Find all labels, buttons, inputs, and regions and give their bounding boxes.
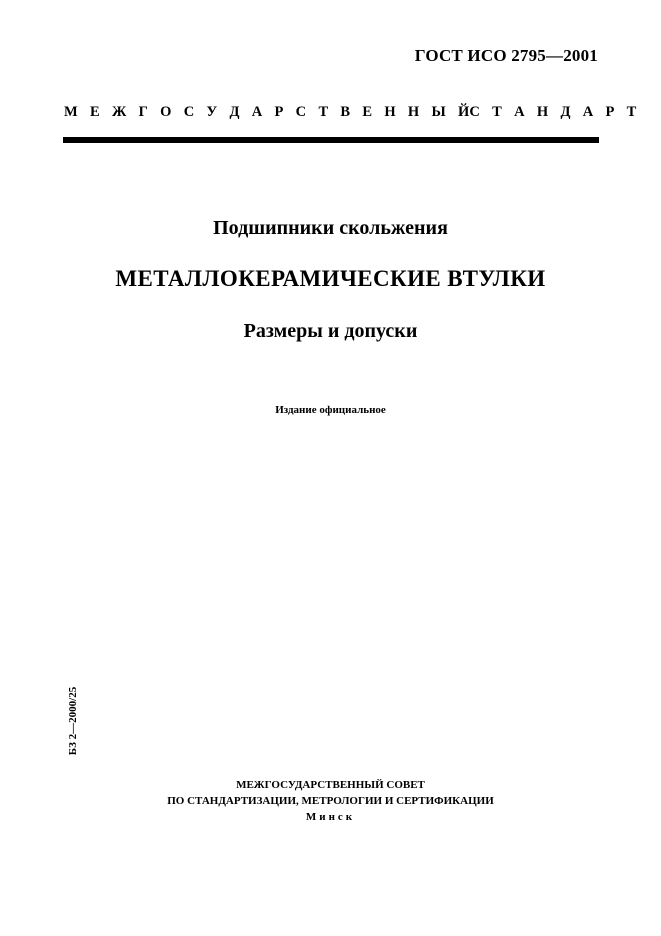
standard-type-header: [64, 104, 637, 121]
publisher-city: Минск: [305, 811, 356, 823]
gost-number: ГОСТ ИСО 2795—2001: [414, 46, 598, 65]
side-catalog-code: БЗ 2—2000/25: [67, 686, 79, 756]
publisher-line-2: ПО СТАНДАРТИЗАЦИИ, МЕТРОЛОГИИ И СЕРТИФИКАЦИИ: [167, 795, 494, 807]
edition-note: Издание официальное: [275, 404, 386, 416]
document-subtitle: Подшипники скольжения: [213, 217, 448, 239]
header-word-standard: С Т А Н Д А Р Т: [469, 104, 637, 120]
publisher-block: [0, 777, 661, 825]
header-rule: [63, 137, 599, 143]
document-title: МЕТАЛЛОКЕРАМИЧЕСКИЕ ВТУЛКИ: [115, 266, 546, 291]
document-sub-subtitle: Размеры и допуски: [243, 320, 418, 342]
publisher-line-1: МЕЖГОСУДАРСТВЕННЫЙ СОВЕТ: [236, 779, 425, 791]
header-word-interstate: М Е Ж Г О С У Д А Р С Т В Е Н Н Ы Й: [64, 104, 470, 120]
